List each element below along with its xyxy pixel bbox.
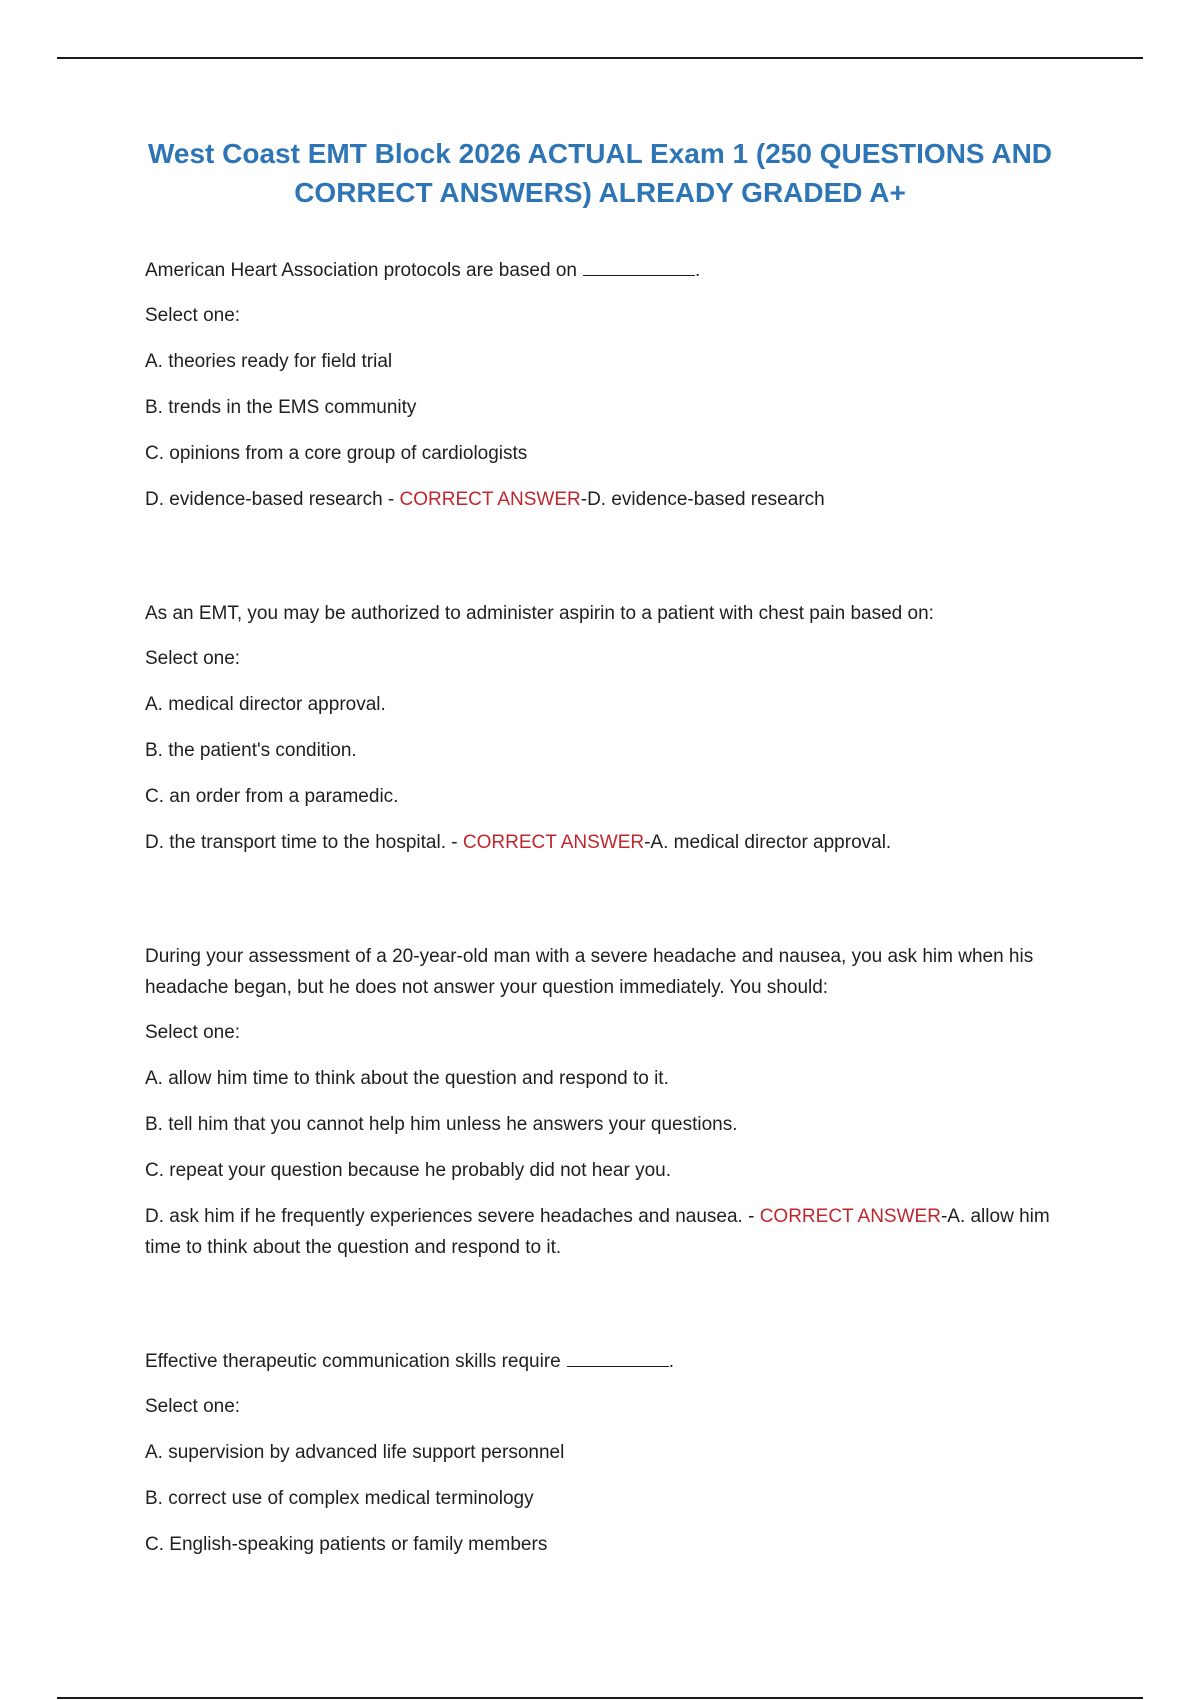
prompt-suffix: . (668, 1351, 675, 1372)
answer-option-with-key (145, 484, 1065, 515)
select-one-label: Select one: (145, 305, 241, 326)
answer-option: B. tell him that you cannot help him unless he answers your questions. (145, 1114, 738, 1135)
footer-rule (57, 1697, 1143, 1699)
answer-option-text: D. evidence-based research - (145, 489, 400, 510)
answer-option: C. repeat your question because he probably did not hear you. (145, 1160, 672, 1181)
answer-option: C. English-speaking patients or family members (145, 1534, 548, 1555)
correct-answer-label: CORRECT ANSWER (462, 832, 645, 853)
question-block (145, 1346, 1065, 1560)
correct-answer-text: -A. medical director approval. (644, 832, 892, 853)
question-text: American Heart Association protocols are based on (145, 260, 577, 281)
answer-option-text: D. the transport time to the hospital. - (145, 832, 463, 853)
answer-option: A. allow him time to think about the question and respond to it. (145, 1068, 669, 1089)
answer-option: B. correct use of complex medical terminology (145, 1488, 534, 1509)
answer-option: A. theories ready for field trial (145, 351, 393, 372)
question-text: Effective therapeutic communication skills require (145, 1351, 561, 1372)
answer-option-with-key (145, 827, 1065, 858)
select-one-label: Select one: (145, 648, 241, 669)
question-prompt: As an EMT, you may be authorized to administer aspirin to a patient with chest pain based on: (145, 603, 934, 624)
fill-in-blank (567, 1346, 669, 1367)
correct-answer-label: CORRECT ANSWER (399, 489, 581, 510)
question-prompt (145, 255, 1065, 286)
correct-answer-label: CORRECT ANSWER (759, 1206, 941, 1227)
answer-option: A. supervision by advanced life support personnel (145, 1442, 565, 1463)
prompt-suffix: . (694, 260, 701, 281)
select-one-label: Select one: (145, 1022, 241, 1043)
answer-option: B. trends in the EMS community (145, 397, 417, 418)
question-prompt: During your assessment of a 20-year-old man with a severe headache and nausea, you ask him when his headache began, but he does not answer your question immediately. You should: (145, 946, 1034, 998)
correct-answer-text: -D. evidence-based research (580, 489, 825, 510)
answer-option-with-key (145, 1201, 1065, 1263)
fill-in-blank (583, 255, 695, 276)
question-block (145, 598, 1065, 858)
answer-option: B. the patient's condition. (145, 740, 357, 761)
answer-option-text: D. ask him if he frequently experiences severe headaches and nausea. - (145, 1206, 760, 1227)
answer-option: A. medical director approval. (145, 694, 386, 715)
answer-option: C. opinions from a core group of cardiologists (145, 443, 528, 464)
answer-option: C. an order from a paramedic. (145, 786, 399, 807)
question-block (145, 941, 1065, 1263)
question-prompt (145, 1346, 1065, 1377)
select-one-label: Select one: (145, 1396, 241, 1417)
question-list (145, 255, 1065, 1575)
question-block (145, 255, 1065, 515)
header-rule (57, 57, 1143, 59)
document-title: West Coast EMT Block 2026 ACTUAL Exam 1 (250 QUESTIONS AND CORRECT ANSWERS) ALREADY GRADED A+ (147, 138, 1053, 208)
correct-answer-text: -A. allow him time to think about the question and respond to it. (145, 1206, 1050, 1258)
